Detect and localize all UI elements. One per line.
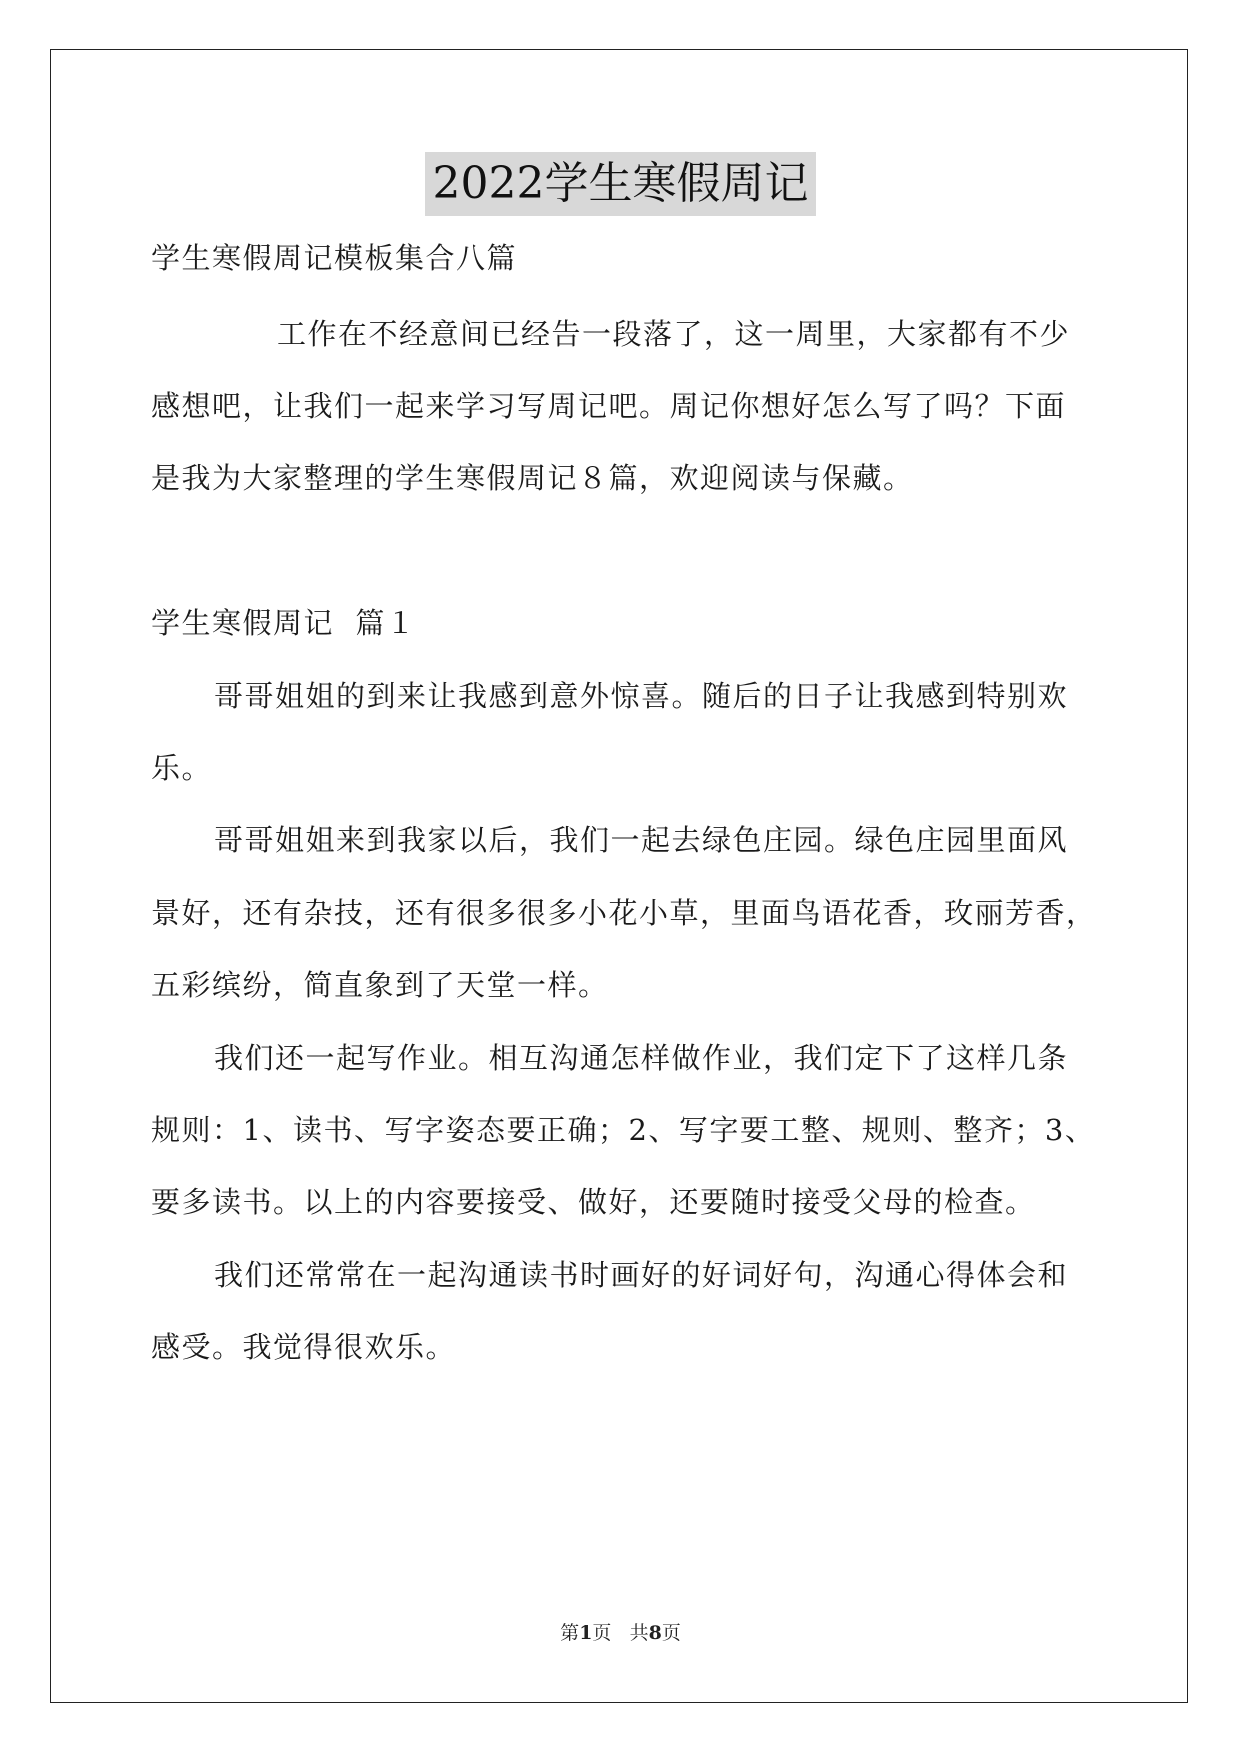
body-line: 我们还一起写作业。相互沟通怎样做作业，我们定下了这样几条 [214,1041,1069,1075]
body-line: 我们还常常在一起沟通读书时画好的好词好句，沟通心得体会和 [214,1258,1069,1292]
total-pages: 8 [648,1622,662,1644]
intro-line: 感想吧，让我们一起来学习写周记吧。周记你想好怎么写了吗？下面 [151,389,1067,423]
intro-line: 工作在不经意间已经告一段落了，这一周里，大家都有不少 [277,317,1071,351]
document-subtitle: 学生寒假周记模板集合八篇 [151,241,518,275]
body-line: 感受。我觉得很欢乐。 [151,1330,457,1364]
body-line: 五彩缤纷，简直象到了天堂一样。 [151,968,609,1002]
section-heading: 学生寒假周记 篇１ [151,606,417,640]
page-number: 1 [579,1622,593,1644]
page-border [50,49,1188,1703]
body-line: 哥哥姐姐来到我家以后，我们一起去绿色庄园。绿色庄园里面风 [214,823,1069,857]
body-line: 景好，还有杂技，还有很多很多小花小草，里面鸟语花香，玫丽芳香， [151,896,1097,930]
page-footer [0,1620,1241,1646]
body-line: 乐。 [151,751,213,785]
page-suffix: 页 [592,1622,612,1644]
body-line: 哥哥姐姐的到来让我感到意外惊喜。随后的日子让我感到特别欢 [214,679,1069,713]
total-suffix: 页 [661,1622,681,1644]
intro-line: 是我为大家整理的学生寒假周记８篇，欢迎阅读与保藏。 [151,461,914,495]
document-title [0,152,1241,216]
total-prefix: 共 [629,1622,649,1644]
document-title-text: 2022学生寒假周记 [425,152,817,216]
body-line: 规则：1、读书、写字姿态要正确；2、写字要工整、规则、整齐；3、 [151,1113,1096,1147]
page-prefix: 第 [560,1622,580,1644]
body-line: 要多读书。以上的内容要接受、做好，还要随时接受父母的检查。 [151,1185,1036,1219]
